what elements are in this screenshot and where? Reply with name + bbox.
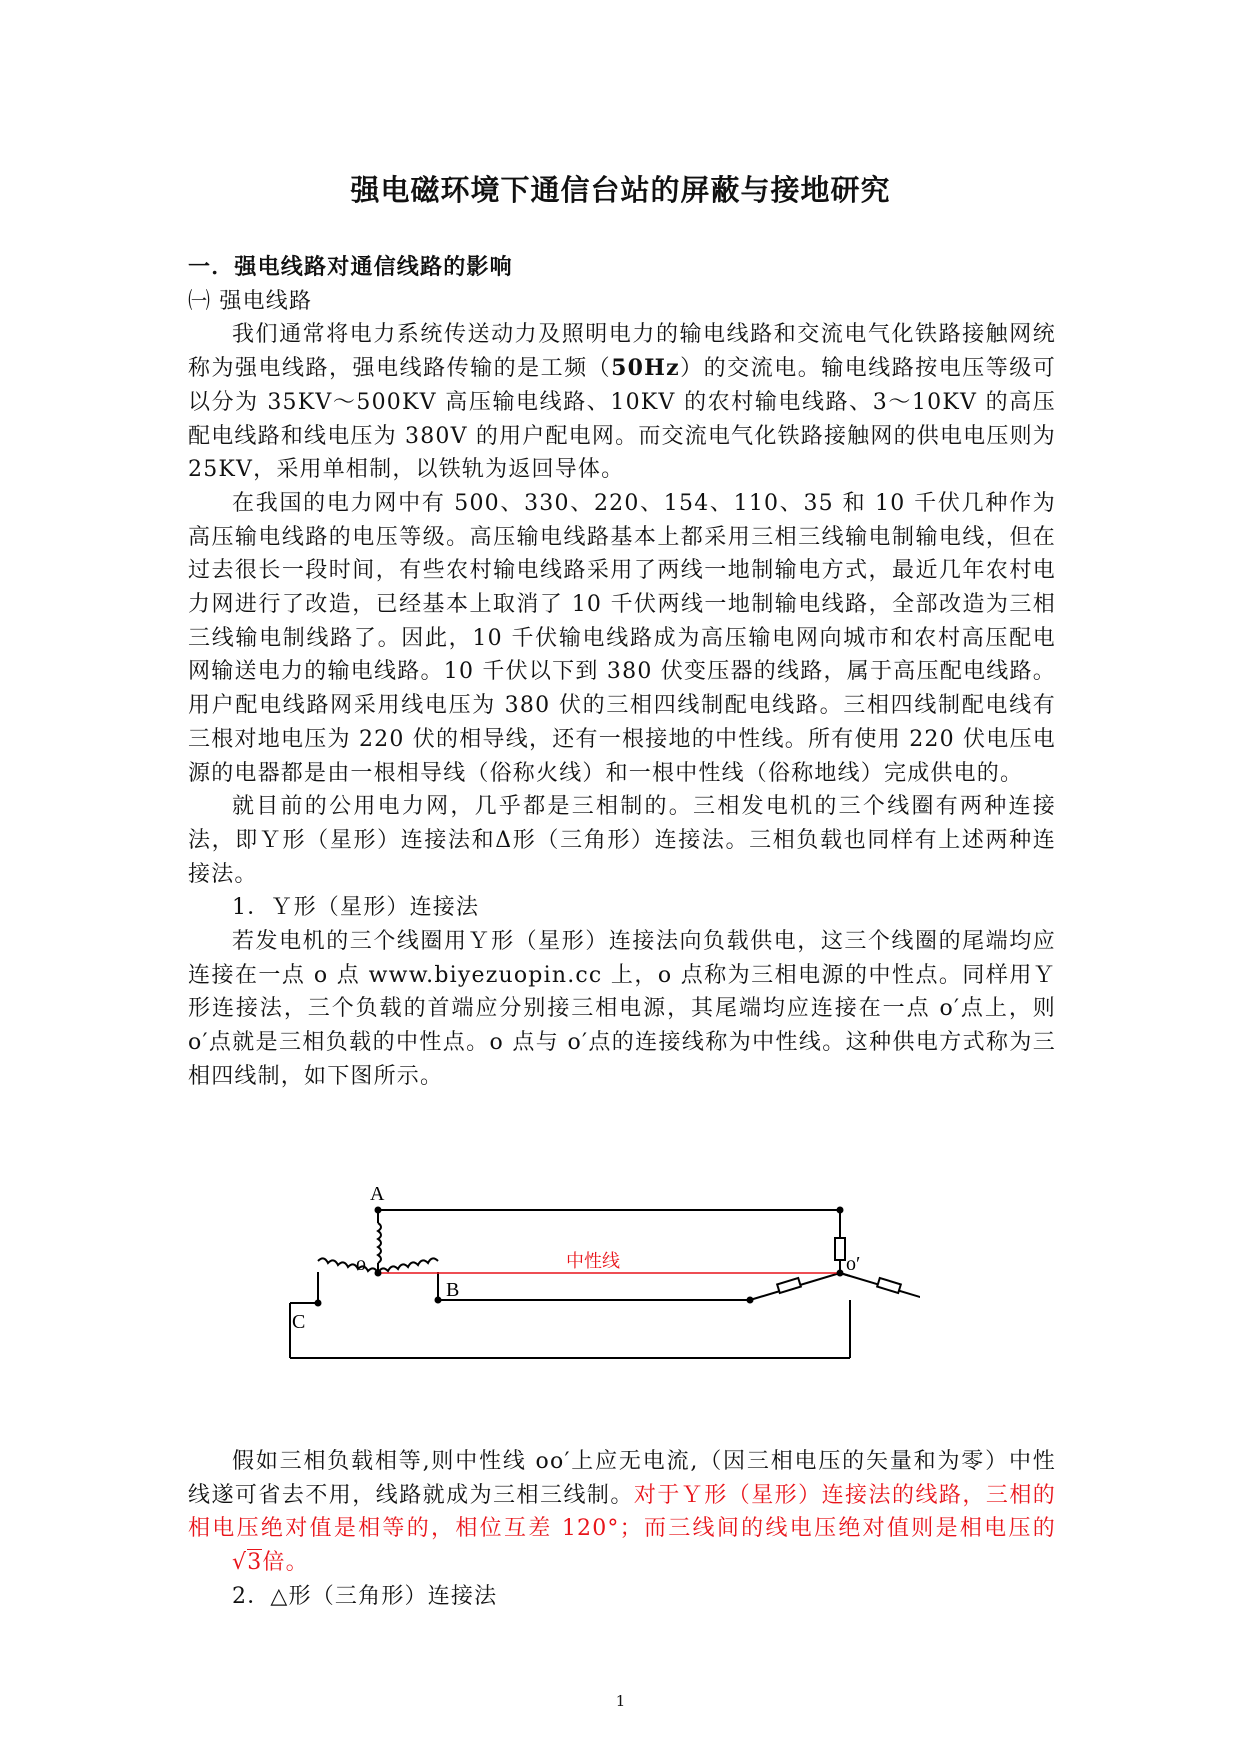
neutral-line-label: 中性线: [566, 1251, 620, 1272]
section-heading: 一．强电线路对通信线路的影响: [188, 255, 513, 280]
body-text-block-1: [188, 251, 1056, 1094]
body-text-block-2: [188, 1445, 1056, 1614]
subsection-heading: ㈠ 强电线路: [188, 288, 313, 314]
highlight-text-end: 倍。: [262, 1550, 309, 1576]
list-item-1: 1．Ｙ形（星形）连接法: [232, 895, 480, 921]
label-C: C: [292, 1311, 306, 1333]
highlight-text: 对于Ｙ形（星形）连接法的线路，三相的相电压绝对值是相等的，相位互差 120°；而三线间的线电压绝对值则是相电压的: [188, 1482, 1056, 1542]
list-item-2: 2．△形（三角形）连接法: [232, 1583, 498, 1609]
sqrt-symbol: [188, 1546, 262, 1580]
radical-sign: √: [232, 1550, 248, 1576]
three-phase-four-wire-diagram: [280, 1160, 920, 1380]
label-A: A: [370, 1183, 385, 1205]
paragraph-1: [188, 318, 1056, 487]
label-o-prime: o′: [846, 1253, 861, 1275]
paragraph-2: 在我国的电力网中有 500、330、220、154、110、35 和 10 千伏几种作为高压输电线路的电压等级。高压输电线路基本上都采用三相三线输电制输电线，但在过去很长一段时间，有些农村输电线路采用了两线一地制输电方式，最近几年农村电力网进行了改造，已经基本上取消了 10 千伏两线一地制输电线路，全部改造为三相三线输电制线路了。因此，10 千伏输电线路成为高压输电网向城市和农村高压配电网输送电力的输电线路。10 千伏以下到 380 伏变压器的线路，属于高压配电线路。用户配电线路网采用线电压为 380 伏的三相四线制配电线路。三相四线制配电线有三根对地电压为 220 伏的相导线，还有一根接地的中性线。所有使用 220 伏电压电源的电器都是由一根相导线（俗称火线）和一根中性线（俗称地线）完成供电的。: [188, 490, 1056, 786]
page-number: 1: [615, 1692, 626, 1710]
paragraph-1-rest: ）的交流电。输电线路按电压等级可以分为 35KV～500KV 高压输电线路、10KV 的农村输电线路、3～10KV 的高压配电线路和线电压为 380V 的用户配电网。而交流电气化铁路接触网的供电电压则为 25KV，采用单相制，以铁轨为返回导体。: [188, 356, 1056, 483]
paragraph-5-text: 假如三相负载相等,则中性线 oo′上应无电流,（因三相电压的矢量和为零）中性线遂可省去不用，线路就成为三相三线制。: [188, 1449, 1056, 1508]
sqrt-value: 3: [247, 1550, 263, 1576]
paragraph-4: 若发电机的三个线圈用Ｙ形（星形）连接法向负载供电，这三个线圈的尾端均应连接在一点 o 点 www.biyezuopin.cc 上，o 点称为三相电源的中性点。同样用Ｙ形连接法，三个负载的首端应分别接三相电源，其尾端均应连接在一点 o′点上，则 o′点就是三相负载的中性点。o 点与 o′点的连接线称为中性线。这种供电方式称为三相四线制，如下图所示。: [188, 929, 1056, 1089]
paragraph-1-text: 我们通常将电力系统传送动力及照明电力的输电线路和交流电气化铁路接触网统称为强电线路，强电线路传输的是工频（: [188, 322, 1056, 382]
frequency-value: 50Hz: [611, 355, 680, 382]
document-title: 强电磁环境下通信台站的屏蔽与接地研究: [350, 173, 891, 207]
label-B: B: [446, 1279, 460, 1301]
label-o: o: [356, 1253, 366, 1275]
paragraph-3: 就目前的公用电力网，几乎都是三相制的。三相发电机的三个线圈有两种连接法，即Ｙ形（星形）连接法和Δ形（三角形）连接法。三相负载也同样有上述两种连接法。: [188, 794, 1056, 887]
paragraph-5: [188, 1445, 1056, 1580]
